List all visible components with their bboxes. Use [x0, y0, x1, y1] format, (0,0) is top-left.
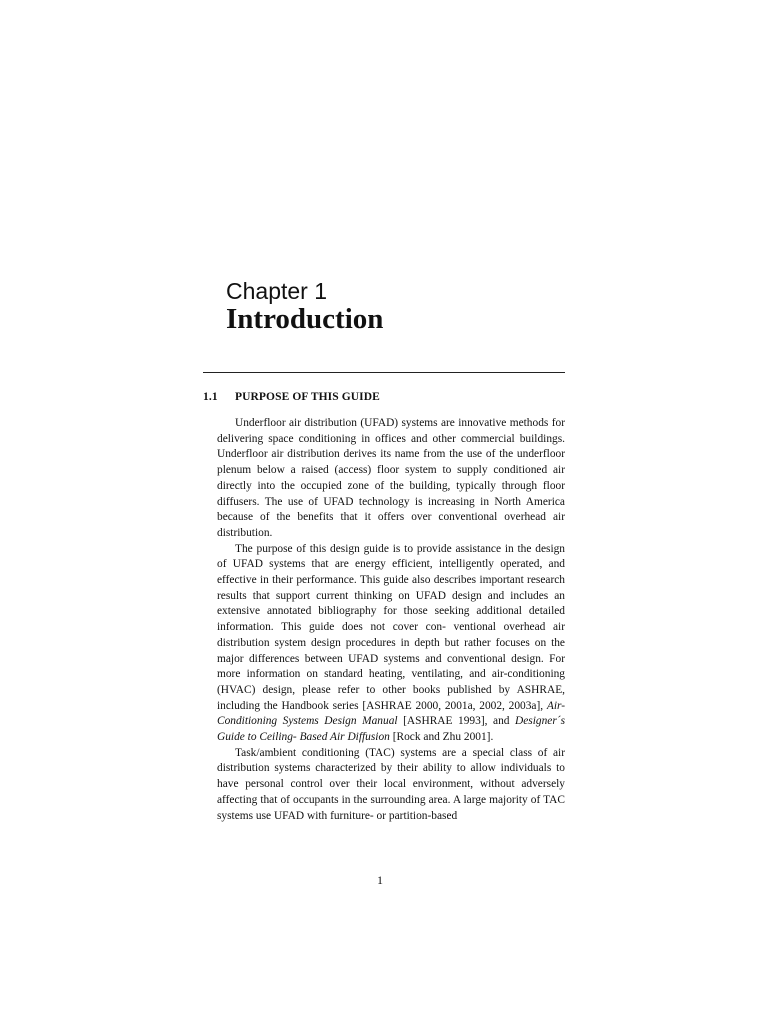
- section-number: 1.1: [203, 391, 218, 403]
- chapter-divider: [203, 372, 565, 373]
- paragraph-2-text-a: The purpose of this design guide is to provide assistance in the design of UFAD systems that are energy efficient, intelligently operated, and effective in their performance. This guide also describes important research results that support current thinking on UFAD design and includes an extensive annotated bibliography for those seeking additional detailed information. This guide does not cover con- ventional overhead air distribution system design procedures in depth but rather focuses on the major differences between UFAD systems and conventional design. For more information on standard heating, ventilating, and air-conditioning (HVAC) design, please refer to other books published by ASHRAE, including the Handbook series [ASHRAE 2000, 2001a, 2002, 2003a],: [217, 542, 565, 712]
- paragraph-2-text-c: [Rock and Zhu 2001].: [389, 731, 494, 744]
- paragraph-1: Underfloor air distribution (UFAD) systems are innovative methods for delivering space conditioning in offices and other commercial buildings. Underfloor air distribution derives its name from the use of the underfloor plenum below a raised (access) floor system to supply conditioned air directly into the occupied zone of the building, typically through floor diffusers. The use of UFAD technology is increasing in North America because of the benefits that it offers over conventional overhead air distribution.: [217, 417, 565, 539]
- citation-title-designers-guide: Designer´s Guide to Ceiling- Based Air Diffusion: [217, 715, 565, 744]
- section-title: PURPOSE OF THIS GUIDE: [235, 391, 380, 403]
- page-number: 1: [377, 873, 383, 887]
- paragraph-2: [217, 542, 565, 746]
- chapter-title: Introduction: [226, 303, 384, 335]
- paragraph-2-text-b: [ASHRAE 1993], and: [397, 715, 516, 728]
- citation-title-air-conditioning-manual: Air-Conditioning Systems Design Manual: [217, 699, 565, 728]
- section-heading: [203, 391, 380, 403]
- chapter-label: Chapter 1: [226, 278, 328, 304]
- body-text: [217, 416, 565, 824]
- paragraph-3: Task/ambient conditioning (TAC) systems are a special class of air distribution systems characterized by their ability to allow individuals to have personal control over their local environment, without adversely affecting that of occupants in the surrounding area. A large majority of TAC systems use UFAD with furniture- or partition-based: [217, 746, 565, 822]
